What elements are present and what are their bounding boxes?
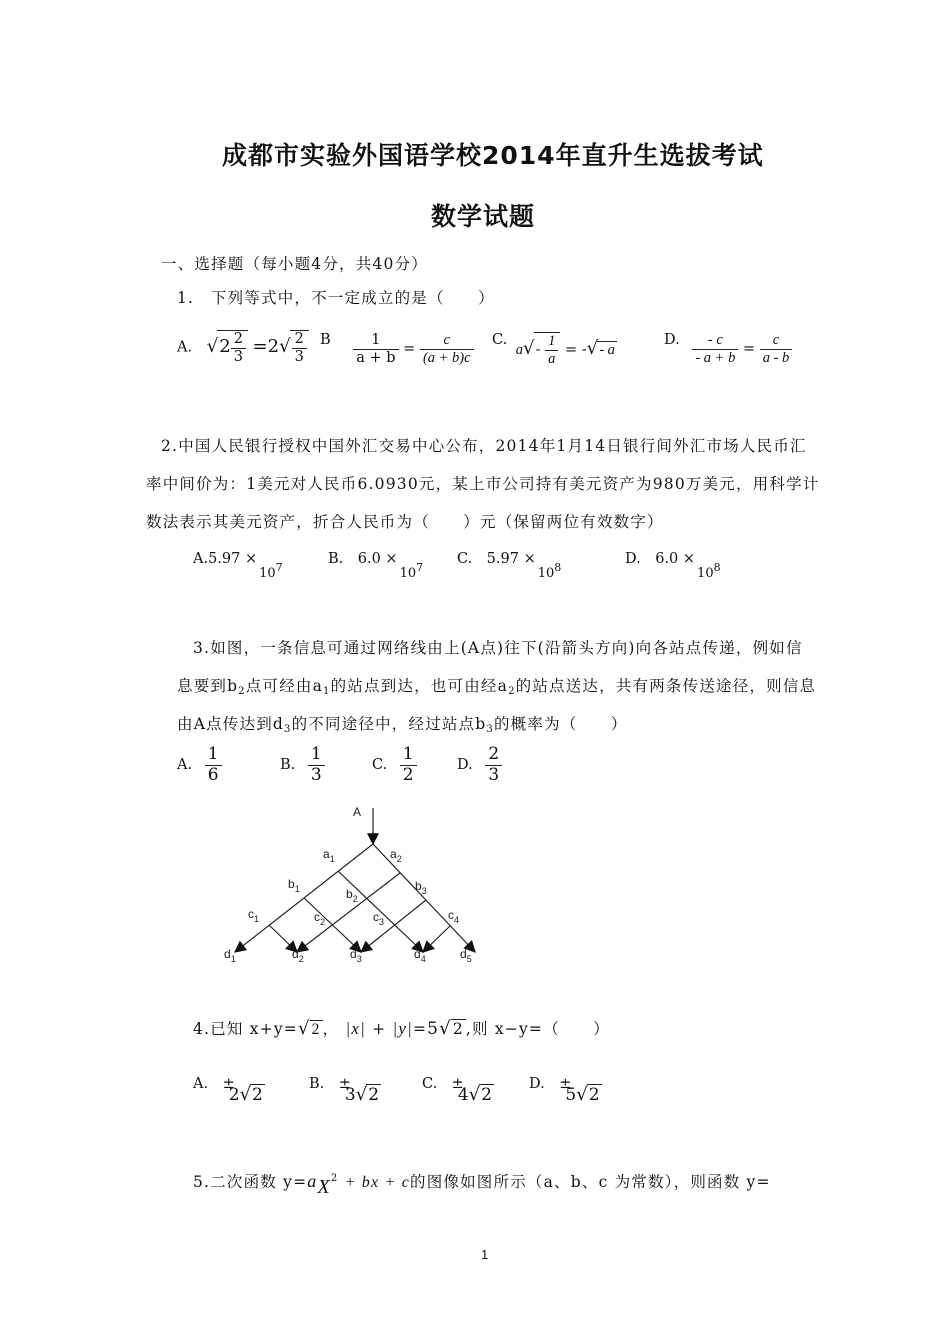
- q2-b-exp: 7: [416, 561, 424, 575]
- q3-d-num: 2: [485, 745, 502, 766]
- q1-option-d-label: D.: [664, 332, 680, 348]
- page-subtitle: 数学试题: [431, 202, 536, 231]
- q1-option-b: [320, 332, 474, 366]
- q1-a-int: 2: [219, 336, 231, 358]
- q2-a-base: 10: [259, 565, 276, 581]
- q1-b-num: 1: [353, 332, 398, 350]
- q4-a-coef: 2: [228, 1085, 240, 1105]
- q3-l2d: 1: [323, 686, 331, 697]
- q1-c-rad: - a: [599, 342, 615, 359]
- q4-rad2: 2: [452, 1020, 464, 1038]
- q4-option-c: C. ±4√2: [422, 1076, 492, 1105]
- q2-line-2: 率中间价为：1美元对人民币6.0930元，某上市公司持有美元资产为980万美元，用科学计: [146, 475, 820, 493]
- node-a2: $a_2$: [390, 847, 402, 864]
- q4-comma: ，: [322, 1020, 340, 1038]
- q2-line-3: 数法表示其美元资产，折合人民币为（ ）元（保留两位有效数字）: [146, 513, 664, 531]
- q4-b-label: B. ±: [309, 1076, 351, 1092]
- q3-l2e: 的站点到达，也可由经a: [330, 677, 509, 695]
- q1-option-d: [664, 332, 792, 366]
- q5-exp: 2: [330, 1172, 339, 1184]
- q1-option-c-label: C.: [492, 332, 508, 348]
- q1-option-a-label: A.: [177, 339, 193, 356]
- q3-c-den: 2: [402, 764, 414, 785]
- node-d1: $d_1$: [224, 947, 236, 964]
- q4-pre: 4.已知 x+y=: [193, 1020, 298, 1038]
- q3-line-2: [177, 674, 816, 697]
- q3-d-den: 3: [488, 764, 500, 785]
- q1-c-num: 1: [545, 333, 558, 351]
- q1-option-c: C. a√- $\frac{1}{a}$ = -√- a: [492, 332, 615, 367]
- q3-l2c: 点可经由a: [245, 677, 324, 695]
- q1-b-eq: =: [403, 341, 416, 358]
- q4-rad1: 2: [311, 1021, 321, 1038]
- q4-eq: =: [412, 1020, 428, 1038]
- q4-post: ,则 x−y=（ ）: [465, 1020, 610, 1038]
- q4-c-rad: 2: [481, 1085, 492, 1105]
- q1-d-eq: =: [742, 341, 756, 358]
- q1-option-b-label: B: [320, 332, 331, 348]
- q5-pre: 5.二次函数 y=: [193, 1173, 308, 1191]
- q3-l2g: 的站点送达，共有两条传送途径，则信息: [515, 677, 817, 695]
- q3-l3a: 由A点传达到d: [177, 715, 285, 733]
- q1-d-rnum: c: [760, 332, 793, 350]
- q3-l3c: 的不同途径中，经过站点b: [291, 715, 487, 733]
- q5-post: 的图像如图所示（a、b、c 为常数），则函数 y=: [410, 1173, 771, 1191]
- q4-option-a: A. ±2√2: [193, 1076, 263, 1105]
- q3-d-label: D.: [457, 757, 473, 774]
- q1-b-rnum: c: [420, 332, 474, 350]
- q1-a-num2: 2: [292, 331, 307, 349]
- q3-option-b: [280, 745, 325, 785]
- q2-d-base: 10: [697, 566, 714, 581]
- q1-b-rden: (a + b)c: [422, 349, 471, 366]
- q3-a-den: 6: [207, 764, 219, 785]
- network-diagram: [210, 800, 500, 975]
- q1-d-den: - a + b: [695, 349, 736, 366]
- q4-coef: 5: [427, 1019, 440, 1039]
- q4-b-rad: 2: [368, 1085, 380, 1105]
- node-c4: $c_4$: [448, 908, 460, 925]
- q2-d-label: D. 6.0 ×: [625, 551, 696, 567]
- q3-option-d: [457, 745, 502, 785]
- node-c2: $c_2$: [314, 910, 326, 927]
- q4-option-d: D. ±5√2: [529, 1076, 600, 1105]
- q3-line-3: [177, 712, 628, 735]
- q2-option-b: [328, 547, 424, 581]
- q3-a-num: 1: [205, 745, 222, 766]
- q3-c-num: 1: [400, 745, 417, 766]
- q4-b-coef: 3: [344, 1085, 356, 1105]
- q5-stem: [193, 1170, 771, 1198]
- q1-a-math: √2 $\frac{2}{3}$ =2√ $\frac{2}{3}$: [207, 330, 309, 365]
- q3-l3b: 3: [284, 724, 292, 735]
- edge-left-3: [361, 900, 426, 952]
- q3-b-label: B.: [280, 757, 296, 774]
- edge-left-4: [423, 926, 450, 952]
- q4-stem: 4.已知 x+y=√2 ， |x| + |y|=5√2 ,则 x−y=（ ）: [193, 1018, 610, 1039]
- q4-a-label: A. ±: [193, 1076, 235, 1092]
- q2-option-a: [193, 547, 283, 581]
- q4-a-rad: 2: [252, 1085, 263, 1105]
- q1-d-rden: a - b: [762, 349, 790, 366]
- q3-line-1: 3.如图，一条信息可通过网络线由上(A点)往下(沿箭头方向)向各站点传递，例如信: [193, 639, 803, 657]
- node-c1: $c_1$: [248, 907, 260, 924]
- node-d3: $d_3$: [350, 947, 362, 964]
- q3-b-den: 3: [310, 764, 322, 785]
- q1-c-eq: = -: [564, 342, 587, 359]
- q4-d-label: D. ±: [529, 1076, 572, 1092]
- q2-b-base: 10: [399, 566, 417, 581]
- q2-b-label: B. 6.0 ×: [328, 551, 398, 567]
- q3-a-label: A.: [177, 757, 193, 774]
- q3-l3d: 3: [486, 724, 494, 735]
- q1-a-num: 2: [231, 331, 246, 349]
- edge-right-1: [373, 844, 475, 952]
- q4-abs-y: y: [398, 1019, 408, 1038]
- q1-stem: 1. 下列等式中，不一定成立的是（ ）: [177, 289, 495, 307]
- q1-d-num: - c: [692, 332, 738, 350]
- q1-option-a: [177, 330, 309, 365]
- page-title: 成都市实验外国语学校2014年直升生选拔考试: [222, 141, 764, 170]
- q2-c-base: 10: [537, 566, 555, 581]
- q3-l2a: 息要到b: [177, 677, 239, 695]
- node-b3: $b_3$: [415, 879, 427, 896]
- node-d4: $d_4$: [414, 947, 426, 964]
- q4-d-coef: 5: [565, 1085, 577, 1105]
- q4-c-label: C. ±: [422, 1076, 464, 1092]
- q2-c-label: C. 5.97 ×: [457, 551, 536, 567]
- node-b1: $b_1$: [288, 877, 300, 894]
- section-heading: 一、选择题（每小题4分，共40分）: [161, 255, 428, 273]
- q4-option-b: B. ±3√2: [309, 1076, 380, 1105]
- q5-x: X: [317, 1176, 331, 1198]
- node-A: A: [353, 805, 362, 819]
- node-d5: $d_5$: [460, 947, 472, 964]
- node-a1: $a_1$: [323, 847, 335, 864]
- q2-a-label: A.5.97 ×: [193, 550, 258, 567]
- q1-c-minus: -: [535, 342, 541, 359]
- q1-a-eq: =2: [252, 336, 280, 358]
- q3-l2f: 2: [508, 686, 516, 697]
- q3-l3e: 的概率为（ ）: [493, 715, 628, 733]
- q1-a-den: 3: [233, 348, 243, 365]
- q3-option-a: [177, 745, 222, 785]
- q1-b-den: a + b: [356, 349, 396, 366]
- q2-line-1: 2.中国人民银行授权中国外汇交易中心公布，2014年1月14日银行间外汇市场人民币汇: [161, 437, 807, 455]
- q2-d-exp: 8: [713, 561, 721, 575]
- q3-c-label: C.: [372, 757, 388, 774]
- node-c3: $c_3$: [373, 910, 385, 927]
- page-number: 1: [481, 1247, 489, 1262]
- q1-c-pre: a: [515, 342, 524, 359]
- q4-abs-x: x: [351, 1019, 361, 1038]
- q4-c-coef: 4: [457, 1085, 469, 1105]
- q5-rest: + bx + c: [344, 1174, 410, 1191]
- q2-option-c: [457, 547, 562, 581]
- q2-a-exp: 7: [275, 561, 283, 574]
- q4-plus: +: [372, 1020, 387, 1038]
- q3-option-c: [372, 745, 417, 785]
- node-b2: $b_2$: [346, 887, 358, 904]
- q3-l2b: 2: [238, 686, 246, 697]
- q2-c-exp: 8: [554, 561, 562, 575]
- q2-option-d: [625, 547, 721, 581]
- q3-b-num: 1: [308, 745, 325, 766]
- q4-d-rad: 2: [588, 1085, 600, 1105]
- q1-a-den2: 3: [294, 348, 304, 365]
- q5-a: a: [307, 1171, 318, 1191]
- q1-c-den: a: [548, 350, 556, 367]
- node-d2: $d_2$: [292, 947, 304, 964]
